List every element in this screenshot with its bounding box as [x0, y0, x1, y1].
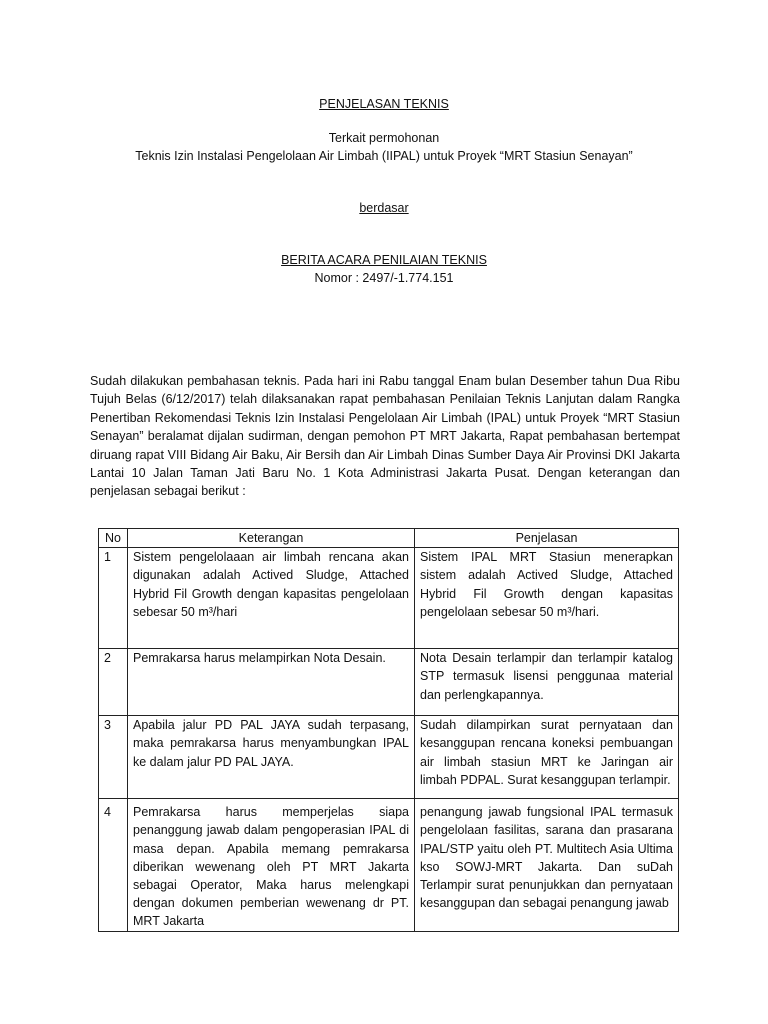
intro-paragraph: Sudah dilakukan pembahasan teknis. Pada hari ini Rabu tanggal Enam bulan Desember tahun Dua Ribu Tujuh Belas (6/12/2017) telah dilaksanakan rapat pembahasan Penilaian Teknis Lanjutan dalam Rangka Penertiban Rekomendasi Teknis Izin Instalasi Pengelolaan Air Limbah (IPAL) untuk Proyek “MRT Stasiun Senayan” beralamat dijalan sudirman, dengan pemohon PT MRT Jakarta, Rapat pembahasan bertempat diruang rapat VIII Bidang Air Baku, Air Bersih dan Air Limbah Dinas Sumber Daya Air Provinsi DKI Jakarta Lantai 10 Jalan Taman Jati Baru No. 1 Kota Administrasi Jakarta Pusat. Dengan keterangan dan penjelasan sebagai berikut : [90, 374, 680, 499]
minutes-number: Nomor : 2497/-1.774.151 [314, 271, 454, 285]
table-row [99, 649, 679, 716]
explanation-table [98, 528, 679, 932]
table-header-row [99, 529, 679, 548]
table-row [99, 716, 679, 799]
row-number: 1 [99, 548, 128, 649]
penjelasan-cell: Sistem IPAL MRT Stasiun menerapkan sistem adalah Actived Sludge, Attached Hybrid Fil Growth dengan kapasitas pengelolaan sebesar 50 m³/hari. [415, 548, 679, 649]
based-on-label: berdasar [359, 201, 409, 215]
keterangan-cell: Pemrakarsa harus melampirkan Nota Desain. [128, 649, 415, 716]
minutes-title: BERITA ACARA PENILAIAN TEKNIS [281, 253, 487, 267]
keterangan-cell: Apabila jalur PD PAL JAYA sudah terpasang, maka pemrakarsa harus menyambungkan IPAL ke dalam jalur PD PAL JAYA. [128, 716, 415, 799]
row-number: 3 [99, 716, 128, 799]
header-penjelasan: Penjelasan [415, 529, 679, 548]
table-row [99, 548, 679, 649]
header-no: No [99, 529, 128, 548]
row-number: 4 [99, 799, 128, 931]
keterangan-cell: Pemrakarsa harus memperjelas siapa penanggung jawab dalam pengoperasian IPAL di masa depan. Apabila memang pemrakarsa diberikan wewenang oleh PT MRT Jakarta sebagai Operator, Maka harus melengkapi dengan dokumen pemberian wewenang dr PT. MRT Jakarta [128, 799, 415, 931]
keterangan-cell: Sistem pengelolaaan air limbah rencana akan digunakan adalah Actived Sludge, Attached Hybrid Fil Growth dengan kapasitas pengelolaan sebesar 50 m³/hari [128, 548, 415, 649]
row-number: 2 [99, 649, 128, 716]
penjelasan-cell: penangung jawab fungsional IPAL termasuk pengelolaan fasilitas, sarana dan prasarana IPAL/STP yaitu oleh PT. Multitech Asia Ultima kso SOWJ-MRT Jakarta. Dan suDah Terlampir surat penunjukkan dan pernyataan kesanggupan dan sebagai penangung jawab [415, 799, 679, 931]
penjelasan-cell: Nota Desain terlampir dan terlampir katalog STP termasuk lisensi penggunaa material dan perlengkapannya. [415, 649, 679, 716]
header-keterangan: Keterangan [128, 529, 415, 548]
penjelasan-cell: Sudah dilampirkan surat pernyataan dan kesanggupan rencana koneksi pembuangan air limbah stasiun MRT ke Jaringan air limbah PDPAL. Surat kesanggupan terlampir. [415, 716, 679, 799]
document-title: PENJELASAN TEKNIS [319, 97, 449, 111]
subtitle-line-1: Terkait permohonan [328, 131, 440, 145]
subtitle-line-2: Teknis Izin Instalasi Pengelolaan Air Limbah (IIPAL) untuk Proyek “MRT Stasiun Senayan” [135, 149, 633, 163]
table-row [99, 799, 679, 931]
